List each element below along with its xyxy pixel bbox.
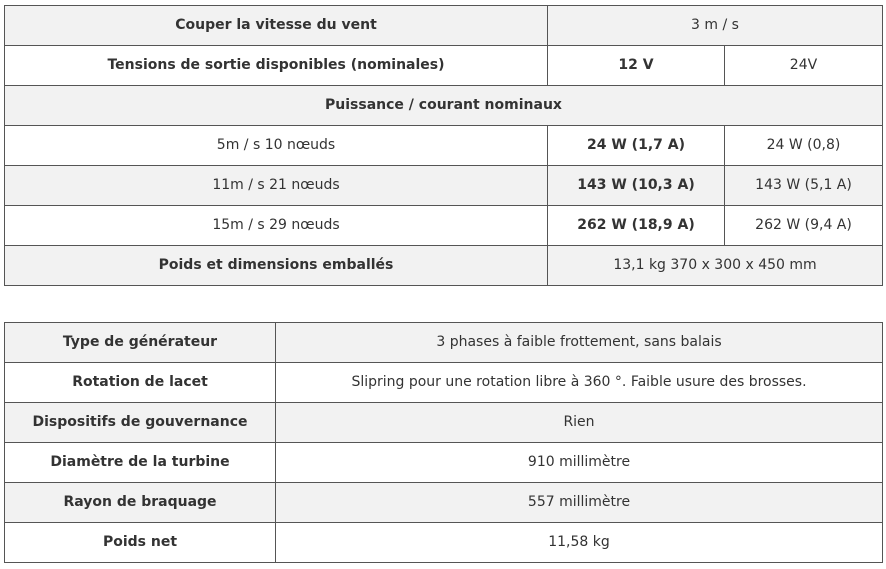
- wind-speed-cell: 11m / s 21 nœuds: [5, 166, 548, 206]
- packed-value: 13,1 kg 370 x 300 x 450 mm: [548, 246, 883, 286]
- table-row: [5, 246, 883, 286]
- spec-value: Rien: [276, 403, 883, 443]
- spec-value: 11,58 kg: [276, 523, 883, 563]
- spec-label: Rayon de braquage: [5, 483, 276, 523]
- power-12v-cell: 143 W (10,3 A): [548, 166, 725, 206]
- voltage-12v: 12 V: [548, 46, 725, 86]
- spec-value: 910 millimètre: [276, 443, 883, 483]
- cut-speed-label: Couper la vitesse du vent: [5, 6, 548, 46]
- spec-value: Slipring pour une rotation libre à 360 °. Faible usure des brosses.: [276, 363, 883, 403]
- table-row: [5, 523, 883, 563]
- spec-label: Dispositifs de gouvernance: [5, 403, 276, 443]
- packed-label: Poids et dimensions emballés: [5, 246, 548, 286]
- spec-label: Rotation de lacet: [5, 363, 276, 403]
- generator-specs-table: [4, 322, 883, 563]
- power-12v-cell: 24 W (1,7 A): [548, 126, 725, 166]
- cut-speed-value: 3 m / s: [548, 6, 883, 46]
- power-24v-cell: 24 W (0,8): [725, 126, 883, 166]
- voltage-24v: 24V: [725, 46, 883, 86]
- voltages-label: Tensions de sortie disponibles (nominales): [5, 46, 548, 86]
- table-row: [5, 403, 883, 443]
- table-row: [5, 6, 883, 46]
- wind-speed-cell: 15m / s 29 nœuds: [5, 206, 548, 246]
- spec-value: 557 millimètre: [276, 483, 883, 523]
- table-row: [5, 363, 883, 403]
- power-24v-cell: 262 W (9,4 A): [725, 206, 883, 246]
- table-row: [5, 86, 883, 126]
- table-row: [5, 323, 883, 363]
- table-row: [5, 126, 883, 166]
- wind-speed-cell: 5m / s 10 nœuds: [5, 126, 548, 166]
- table-row: [5, 46, 883, 86]
- table-row: [5, 443, 883, 483]
- table-row: [5, 166, 883, 206]
- table-row: [5, 483, 883, 523]
- power-header: Puissance / courant nominaux: [5, 86, 883, 126]
- spec-label: Type de générateur: [5, 323, 276, 363]
- power-specs-table: [4, 5, 883, 286]
- power-24v-cell: 143 W (5,1 A): [725, 166, 883, 206]
- spec-label: Diamètre de la turbine: [5, 443, 276, 483]
- table-row: [5, 206, 883, 246]
- power-12v-cell: 262 W (18,9 A): [548, 206, 725, 246]
- spec-value: 3 phases à faible frottement, sans balais: [276, 323, 883, 363]
- spec-label: Poids net: [5, 523, 276, 563]
